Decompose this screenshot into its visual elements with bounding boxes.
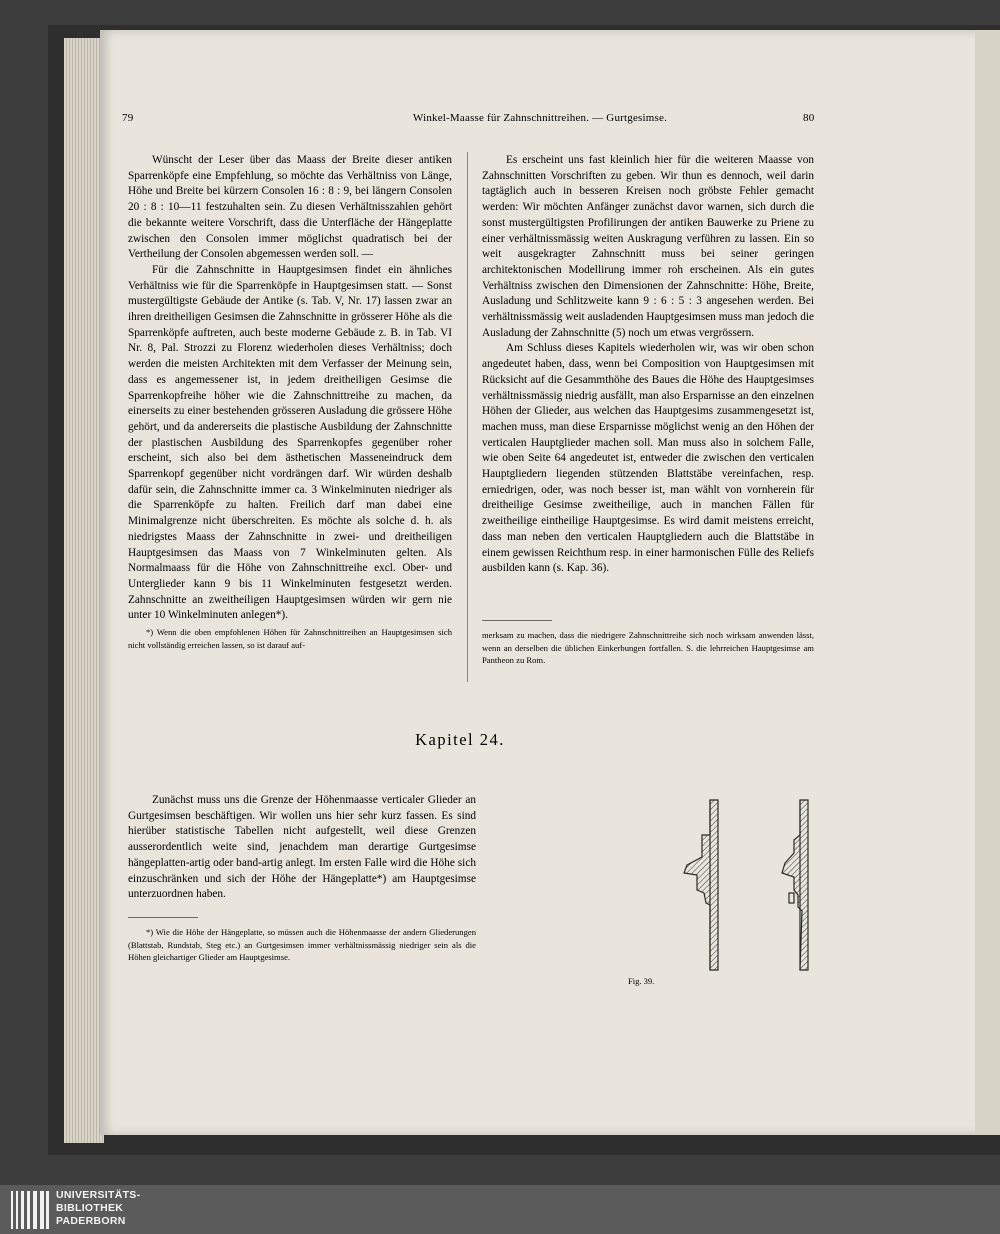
page-number-left: 79 xyxy=(122,112,134,124)
chapter-heading: Kapitel 24. xyxy=(415,730,505,749)
chapter-body xyxy=(128,793,476,903)
next-page-edge xyxy=(975,30,1000,1135)
footnote: merksam zu machen, dass die niedrigere Zahnschnittreihe sich noch wirksam anwenden lässt, wenn an derselben die üblichen Einkerbungen fortfallen. S. die lehrreichen Hauptgesimse am Pantheon zu Rom. xyxy=(482,630,814,666)
paragraph: Für die Zahnschnitte in Hauptgesimsen findet ein ähnliches Verhältniss wie für die Sparrenköpfe in Hauptgesimsen statt. — Sonst mustergültigste Gebäude der Antike (s. Tab. V, Nr. 17) lassen zwar an ihren dreitheiligen Gesimsen die Zahnschnitte in grösserer Höhe als die Sparrenköpfe auftreten, auch beste moderne Gebäude z. B. in Tab. VI Nr. 8, Pal. Strozzi zu Florenz wiederholen dieses Verhältniss; doch werden die meisten Architekten mit dem Verfasser der Meinung sein, dass es angemessener ist, in jedem dreitheiligen Gesimse die Sparrenkopfreihe höher wie die Zahnschnittreihe zu machen, da einerseits zu einer bestehenden grösseren Ausladung die grössere Höhe gehört, und da andererseits die plastische Ausbildung der Zahnschnitte der plastischen Ausbildung des Sparrenkopfes gegenüber roher erscheint, sich also bei dem ästhetischen Masseneindruck dem Sparrenkopf gegenüber nicht vordrängen darf. Wir würden deshalb dafür sein, die Zahnschnitte immer ca. 3 Winkelminuten niedriger als die Sparrenköpfe zu halten. Freilich darf man dabei eine Minimalgrenze nicht überschreiten. Es möchte als solche d. h. als niedrigstes Maass der Zahnschnitte in zwei- und dreitheiligen Hauptgesimsen das Maass von 7 Winkelminuten gelten. Als Normalmaass für die Höhe von Zahnschnittreihe excl. Ober- und Unterglieder kann 9 bis 11 Winkelminuten festgesetzt werden. Zahnschnitte an zweitheiligen Hauptgesimsen würden wir gern nie unter 10 Winkelminuten anlegen*). xyxy=(128,263,452,622)
left-footnote-block xyxy=(128,626,452,651)
footnote: *) Wenn die oben empfohlenen Höhen für Zahnschnittreihen an Hauptgesimsen sich nicht vollständig erreichen lassen, so ist darauf auf- xyxy=(128,627,452,650)
footnote-rule xyxy=(128,917,198,918)
running-title: Winkel-Maasse für Zahnschnittreihen. — Gurtgesimse. xyxy=(412,112,668,124)
footnote: *) Wie die Höhe der Hängeplatte, so müssen auch die Höhenmaasse der andern Gliederungen (Blattstab, Rundstab, Steg etc.) an Gurtgesimsen immer verhältnissmässig niedriger sein als die Höhen gleichartiger Glieder am Hauptgesimse. xyxy=(128,927,476,963)
left-column xyxy=(128,153,452,624)
library-line-3: PADERBORN xyxy=(56,1215,126,1227)
page-number-right: 80 xyxy=(803,112,815,124)
paragraph: Es erscheint uns fast kleinlich hier für die weiteren Maasse von Zahnschnitten Vorschriften zu geben. Wir thun es dennoch, weil darin tagtäglich auch in besseren Kreisen noch gröbste Fehler gemacht werden: Wir möchten Anfänger zunächst davor warnen, sich durch die sonst mustergültigsten Profilirungen der antiken Bauwerke zu Priene zu einer verhältnissmässig weiten Auskragung verführen zu lassen. Ein so weit ausgekragter Zahnschnitt muss bei seiner geringen architektonischen Modellirung immer roh erscheinen. Als ein gutes Verhältniss zwischen den Dimensionen der Zahnschnitte: Höhe, Breite, Ausladung und Schlitzweite kann 9 : 6 : 5 : 3 angesehen werden. Bei verhältnissmässig weit ausladenden Hauptgesimsen muss man jedoch die Ausladung der Zahnschnitte (5) noch um etwas vergrössern. xyxy=(482,154,814,339)
chapter-footnote-block xyxy=(128,905,476,964)
library-line-1: UNIVERSITÄTS- xyxy=(56,1189,141,1201)
page-edges xyxy=(64,38,104,1143)
library-name xyxy=(56,1189,140,1228)
paragraph: Am Schluss dieses Kapitels wiederholen wir, was wir oben schon angedeutet haben, dass, wenn bei Composition von Hauptgesimsen mit Rücksicht auf die Gesammthöhe des Baues die Höhe des Hauptgesimses verhältnissmässig niedrig ausfällt, man also Ersparnisse an den einzelnen Höhen der Glieder, aus welchen das Hauptgesims zusammengesetzt ist, machen muss, man diese Ersparnisse möglichst wenig an den Höhen der verticalen Hauptglieder machen soll. Man muss also in solchem Falle, wie oben Seite 64 angedeutet ist, entweder die zwischen den verticalen Hauptgliedern liegenden stützenden Blattstäbe vereinfachen, resp. erniedrigen, oder, was noch besser ist, man wählt von vornherein für dreitheilige Gesimse zweitheilige, auch in manchen Fällen für zweitheilige eintheilige Hauptgesimse. Es wird damit meistens erreicht, dass man neben den verticalen Hauptgliedern auch die Blattstäbe in einem gewissen Reichthum resp. in einer harmonischen Fülle des Reliefs ausbilden kann (s. Kap. 36). xyxy=(482,342,814,575)
paragraph: Zunächst muss uns die Grenze der Höhenmaasse verticaler Glieder an Gurtgesimsen beschäftigen. Wir wollen uns hier sehr kurz fassen. Es sind hierüber statistische Tabellen nicht aufgestellt, weil diese Grenzen ausserordentlich weite sind, jenachdem man derartige Gurtgesimse hängeplatten-artig oder band-artig anlegt. Im ersten Falle wird die Höhe sich einzuschränken und sich der Höhe der Hängeplatte*) am Hauptgesimse unterzuordnen haben. xyxy=(128,794,476,901)
library-line-2: BIBLIOTHEK xyxy=(56,1202,124,1214)
library-footer xyxy=(0,1185,1000,1234)
profile-left xyxy=(684,800,718,970)
profile-right xyxy=(782,800,808,970)
library-logo-icon xyxy=(10,1189,50,1231)
figure-caption: Fig. 39. xyxy=(628,976,655,986)
column-divider xyxy=(467,152,468,682)
cornice-profile-drawing xyxy=(572,795,832,995)
paragraph: Wünscht der Leser über das Maass der Breite dieser antiken Sparrenköpfe eine Empfehlung, so möchte das Verhältniss von Länge, Höhe und Breite bei kürzern Consolen 16 : 8 : 9, bei längern Consolen 20 : 8 : 10—11 festzuhalten sein. Zu diesen Verhältnisszahlen gehört die bekannte weitere Vorschrift, dass die Unterfläche der Hängeplatte zwischen den Consolen immer möglichst quadratisch bei der Vertheilung der Consolen abgemessen werden soll. — xyxy=(128,154,452,261)
footnote-rule xyxy=(482,620,552,621)
right-column xyxy=(482,153,814,577)
right-footnote-block xyxy=(482,608,814,667)
